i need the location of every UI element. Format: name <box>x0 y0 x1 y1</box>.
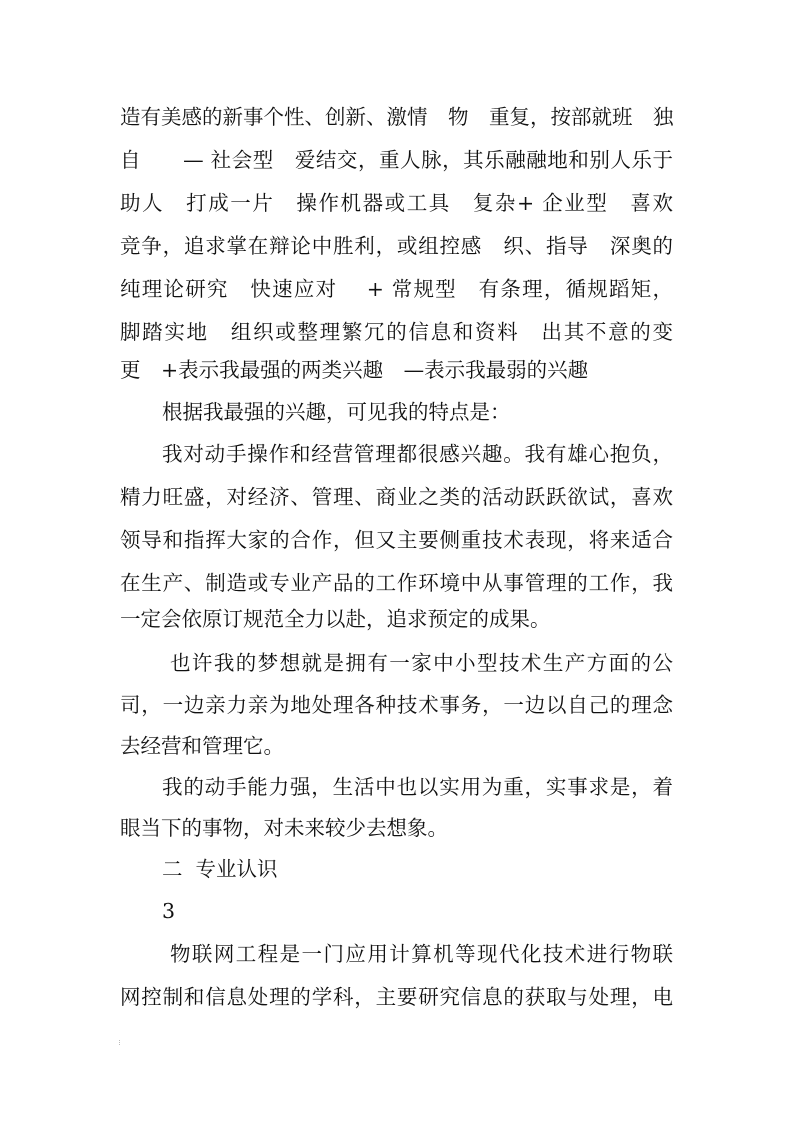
text-line: 网控制和信息处理的学科，主要研究信息的获取与处理，电 <box>120 985 673 1009</box>
page-number: 3 <box>162 899 176 923</box>
text-line: 助人 打成一片 操作机器或工具 复杂+ 企业型 喜欢 <box>120 191 673 215</box>
text-line: 脚踏实地 组织或整理繁冗的信息和资料 出其不意的变 <box>120 320 673 344</box>
text-line: 一定会依原订规范全力以赴，追求预定的成果。 <box>120 607 551 631</box>
text-line: 造有美感的新事个性、创新、激情 物 重复，按部就班 独 <box>120 105 674 129</box>
text-line: 竞争，追求掌在辩论中胜利，或组控感 织、指导 深奥的 <box>120 234 673 258</box>
text-line: 更 +表示我最强的两类兴趣 —表示我最弱的兴趣 <box>120 358 589 382</box>
paragraph-line: 我的动手能力强，生活中也以实用为重，实事求是，着 <box>162 775 673 799</box>
text-line: 去经营和管理它。 <box>120 734 284 758</box>
paragraph-line: 物联网工程是一门应用计算机等现代化技术进行物联 <box>162 942 673 966</box>
text-line: 司，一边亲力亲为地处理各种技术事务，一边以自己的理念 <box>120 693 673 717</box>
text-line: 自 — 社会型 爱结交，重人脉，其乐融融地和别人乐于 <box>120 148 673 172</box>
text-line: 领导和指挥大家的合作，但又主要侧重技术表现，将来适合 <box>120 528 673 552</box>
paragraph-line: 也许我的梦想就是拥有一家中小型技术生产方面的公 <box>162 651 673 675</box>
margin-mark <box>119 1040 121 1045</box>
text-line: 在生产、制造或专业产品的工作环境中从事管理的工作，我 <box>120 571 673 595</box>
paragraph-line: 我对动手操作和经营管理都很感兴趣。我有雄心抱负， <box>162 442 673 466</box>
text-line: 纯理论研究 快速应对 + 常规型 有条理，循规蹈矩， <box>120 277 673 301</box>
section-heading: 二 专业认识 <box>162 857 278 881</box>
text-line: 精力旺盛，对经济、管理、商业之类的活动跃跃欲试，喜欢 <box>120 485 673 509</box>
paragraph-line: 根据我最强的兴趣，可见我的特点是： <box>162 400 511 424</box>
text-line: 眼当下的事物，对未来较少去想象。 <box>120 816 448 840</box>
